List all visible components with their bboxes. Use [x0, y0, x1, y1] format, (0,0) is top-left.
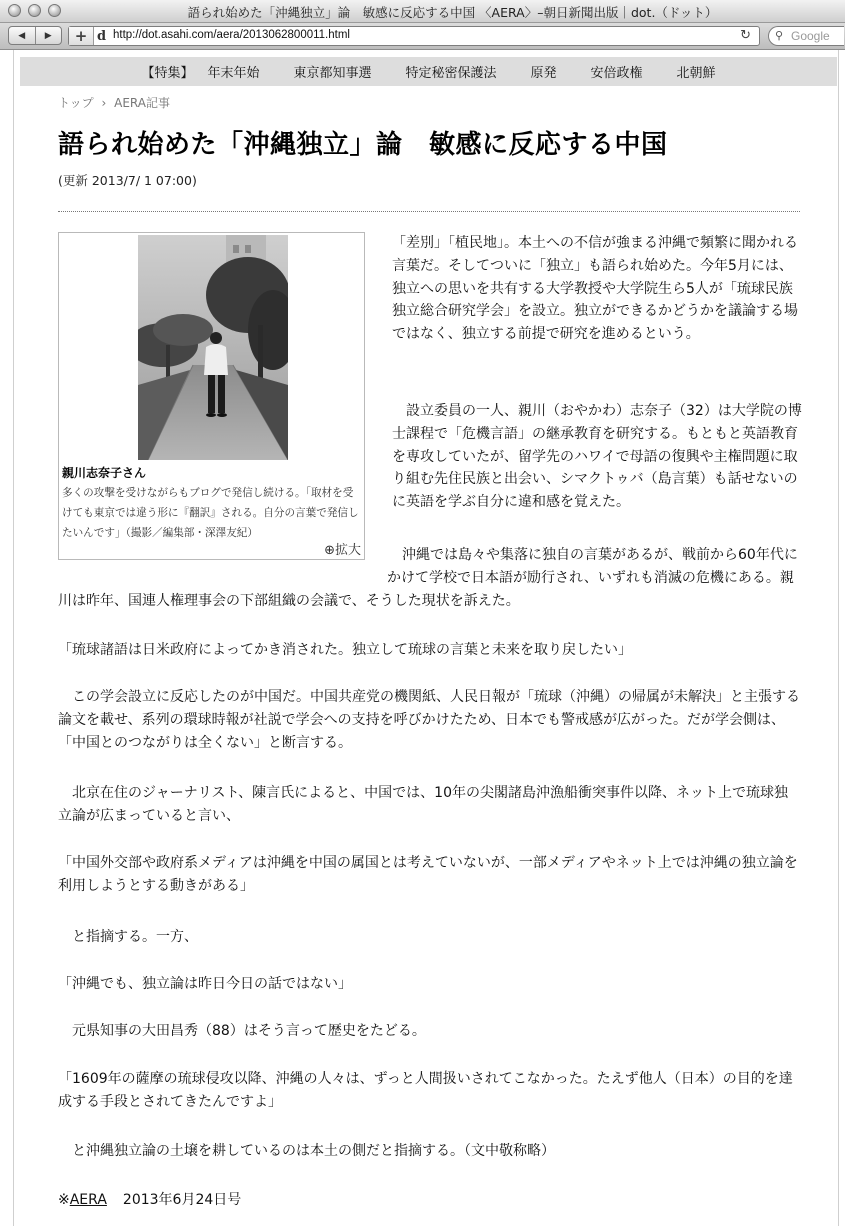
divider — [58, 211, 800, 212]
article-quote: 「中国外交部や政府系メディアは沖縄を中国の属国とは考えていないが、一部メディアやネット上では沖縄の独立論を利用しようとする動きがある」 — [58, 855, 798, 894]
photo-illustration — [138, 235, 288, 460]
nav-buttons — [8, 26, 62, 45]
search-icon: ⚲ — [775, 29, 784, 42]
close-window-button[interactable] — [8, 4, 21, 17]
forward-button[interactable] — [35, 27, 62, 44]
search-placeholder: Google — [791, 29, 830, 43]
article-paragraph: 「差別」「植民地」。本土への不信が強まる沖縄で頻繁に聞かれる言葉だ。そしてついに「独立」も語られ始めた。今年5月には、独立への思いを共有する大学教授や大学院生ら5人が「琉球民族独立総合研究学会」を設立。独立ができるかどうかを議論する場ではなく、独立する前提で研究を進めるという。 — [392, 235, 798, 343]
article-paragraph: 元県知事の大田昌秀（88）はそう言って歴史をたどる。 — [72, 1023, 426, 1039]
forward-arrow-icon: ▶ — [44, 30, 52, 41]
source-issue: 2013年6月24日号 — [122, 1192, 242, 1208]
source-prefix: ※ — [58, 1192, 70, 1208]
aera-link[interactable]: AERA — [69, 1192, 107, 1208]
content-border-right — [838, 50, 839, 1226]
article-paragraph — [58, 544, 800, 612]
topic-nav-item[interactable]: 原発 — [530, 66, 557, 81]
plus-icon: + — [74, 27, 88, 45]
window-title: 語られ始めた「沖縄独立」論 敏感に反応する中国 〈AERA〉–朝日新聞出版｜dot.（ドット） — [187, 5, 718, 20]
breadcrumb-separator: › — [101, 96, 107, 110]
breadcrumb — [58, 94, 170, 111]
magnifier-plus-icon: ⊕ — [324, 543, 335, 558]
article-paragraph: この学会設立に反応したのが中国だ。中国共産党の機関紙、人民日報が「琉球（沖縄）の帰属が未解決」と主張する論文を載せ、系列の環球時報が社説で学会への支持を呼びかけたため、日本でも警戒感が広がった。だが学会側は、「中国とのつながりは全くない」と断言する。 — [58, 689, 800, 751]
topic-nav-item[interactable]: 安倍政権 — [590, 66, 643, 81]
topic-nav-item[interactable]: 年末年始 — [207, 66, 260, 81]
article-paragraph: 設立委員の一人、親川（おやかわ）志奈子（32）は大学院の博士課程で「危機言語」の継承教育を研究する。もともと英語教育を専攻していたが、留学先のハワイで母語の復興や主権問題に取り組む先住民族と出会い、シマクトゥバ（島言葉）も話せないのに英語を学ぶ自分に違和感を覚えた。 — [392, 403, 802, 511]
article-paragraph: 北京在住のジャーナリスト、陳言氏によると、中国では、10年の尖閣諸島沖漁船衝突事件以降、ネット上で琉球独立論が広まっていると言い、 — [58, 785, 788, 824]
breadcrumb-home-link[interactable]: トップ — [58, 96, 94, 110]
article-paragraph: と指摘する。一方、 — [72, 929, 198, 945]
photo-caption-body: 多くの攻撃を受けながらもブログで発信し続ける。「取材を受けても東京では違う形に『翻訳』される。自分の言葉で発信したいんです」（撮影／編集部・深澤友紀） — [62, 487, 359, 539]
content-border-left — [13, 50, 14, 1226]
updated-timestamp: (更新 2013/7/ 1 07:00) — [58, 173, 197, 188]
article-paragraph: と沖縄独立論の土壌を耕しているのは本土の側だと指摘する。（文中敬称略） — [72, 1143, 555, 1159]
topic-nav-item[interactable]: 特定秘密保護法 — [405, 66, 497, 81]
page-title: 語られ始めた「沖縄独立」論 敏感に反応する中国 — [58, 130, 668, 160]
search-input[interactable] — [768, 26, 844, 46]
site-favicon-icon: d — [97, 29, 107, 44]
topic-nav-item[interactable]: 東京都知事選 — [293, 66, 372, 81]
topic-nav-feature-label: 【特集】 — [141, 66, 194, 81]
article-paragraph-text: 沖縄では島々や集落に独自の言葉があるが、戦前から60年代にかけて学校で日本語が励行され、いずれも消滅の危機にある。親川は昨年、国連人権理事会の下部組織の会議で、そうした現状を訴えた。 — [58, 547, 798, 609]
zoom-window-button[interactable] — [48, 4, 61, 17]
address-bar[interactable] — [68, 26, 760, 46]
article-quote: 「1609年の薩摩の琉球侵攻以降、沖縄の人々は、ずっと人間扱いされてこなかった。たえず他人（日本）の目的を達成する手段とされてきたんですよ」 — [58, 1071, 793, 1110]
add-bookmark-button[interactable] — [69, 27, 94, 45]
browser-toolbar — [0, 23, 845, 50]
article-quote: 「琉球諸語は日米政府によってかき消された。独立して琉球の言葉と未来を取り戻したい」 — [58, 642, 632, 658]
article-source — [58, 1189, 800, 1212]
back-arrow-icon: ◀ — [18, 30, 26, 41]
reload-icon[interactable]: ↻ — [740, 28, 751, 43]
zoom-label: 拡大 — [334, 543, 361, 558]
article-photo[interactable] — [138, 235, 288, 460]
url-text[interactable]: http://dot.asahi.com/aera/2013062800011.html — [113, 29, 350, 41]
window-titlebar — [0, 0, 845, 23]
photo-caption-title: 親川志奈子さん — [62, 466, 147, 480]
breadcrumb-current: AERA記事 — [114, 96, 170, 110]
topic-nav — [20, 57, 837, 86]
article-quote: 「沖縄でも、独立論は昨日今日の話ではない」 — [58, 976, 352, 992]
minimize-window-button[interactable] — [28, 4, 41, 17]
article-photo-box — [58, 232, 365, 560]
page-content — [0, 50, 845, 1226]
topic-nav-item[interactable]: 北朝鮮 — [676, 66, 716, 81]
back-button[interactable] — [9, 27, 35, 44]
